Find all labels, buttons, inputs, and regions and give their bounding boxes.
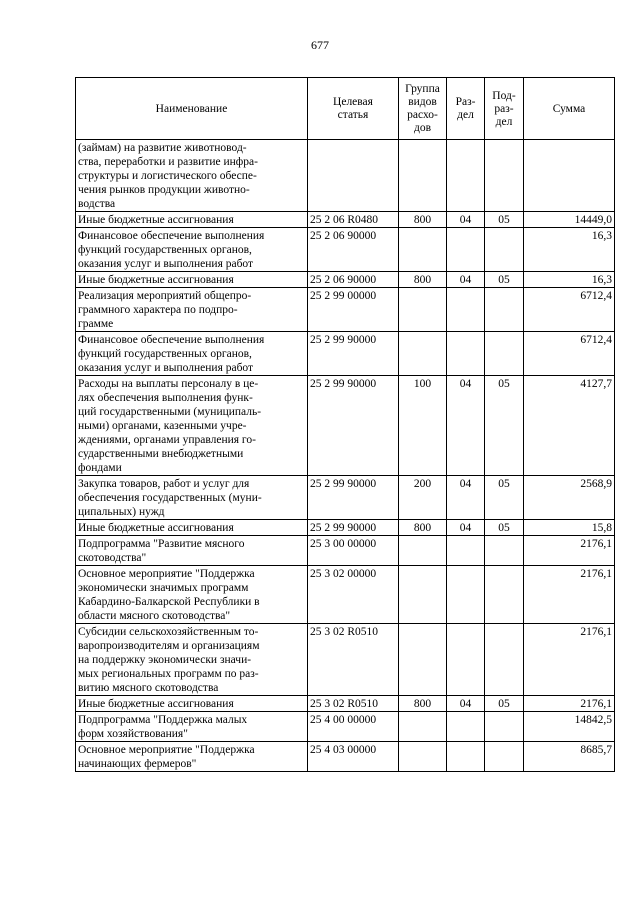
cell-group: 800 (399, 272, 447, 288)
cell-name: Подпрограмма "Развитие мясного скотоводства" (76, 536, 308, 566)
cell-target: 25 2 06 R0480 (308, 212, 399, 228)
cell-name: Иные бюджетные ассигнования (76, 696, 308, 712)
cell-section (447, 536, 485, 566)
cell-group: 100 (399, 376, 447, 476)
cell-section: 04 (447, 376, 485, 476)
cell-target: 25 3 02 00000 (308, 566, 399, 624)
cell-subsection: 05 (485, 520, 524, 536)
cell-section: 04 (447, 476, 485, 520)
cell-section (447, 332, 485, 376)
cell-group (399, 742, 447, 772)
cell-group (399, 536, 447, 566)
cell-subsection (485, 228, 524, 272)
header-name: Наименование (76, 78, 308, 140)
cell-subsection (485, 140, 524, 212)
cell-subsection (485, 712, 524, 742)
cell-target: 25 2 99 90000 (308, 476, 399, 520)
cell-subsection: 05 (485, 376, 524, 476)
cell-sum: 16,3 (524, 228, 615, 272)
cell-subsection (485, 332, 524, 376)
table-row (76, 228, 615, 272)
cell-name: Финансовое обеспечение выполнения функций государственных органов, оказания услуг и выполнения работ (76, 332, 308, 376)
cell-name: Иные бюджетные ассигнования (76, 520, 308, 536)
cell-name: Закупка товаров, работ и услуг для обеспечения государственных (муни- ципальных) нужд (76, 476, 308, 520)
cell-section: 04 (447, 212, 485, 228)
header-target: Целевая статья (308, 78, 399, 140)
cell-target: 25 2 99 90000 (308, 332, 399, 376)
cell-section (447, 228, 485, 272)
cell-target: 25 2 06 90000 (308, 272, 399, 288)
table-row (76, 624, 615, 696)
cell-sum: 16,3 (524, 272, 615, 288)
cell-sum: 15,8 (524, 520, 615, 536)
cell-section (447, 288, 485, 332)
cell-subsection: 05 (485, 212, 524, 228)
cell-name: Основное мероприятие "Поддержка экономически значимых программ Кабардино-Балкарской Республики в области мясного скотоводства" (76, 566, 308, 624)
cell-name: (займам) на развитие животновод- ства, переработки и развитие инфра- структуры и логистического обеспе- чения рынков продукции животно- водства (76, 140, 308, 212)
cell-target: 25 3 00 00000 (308, 536, 399, 566)
header-subsection: Под- раз- дел (485, 78, 524, 140)
page-number: 677 (311, 38, 329, 52)
cell-section (447, 624, 485, 696)
table-row (76, 212, 615, 228)
cell-sum: 2176,1 (524, 566, 615, 624)
table-row (76, 536, 615, 566)
header-group: Группа видов расхо- дов (399, 78, 447, 140)
cell-name: Субсидии сельскохозяйственным то- варопроизводителям и организациям на поддержку экономически значи- мых региональных программ по раз- витию мясного скотоводства (76, 624, 308, 696)
cell-sum: 14449,0 (524, 212, 615, 228)
table-row (76, 476, 615, 520)
cell-subsection (485, 288, 524, 332)
cell-group (399, 332, 447, 376)
cell-target: 25 2 06 90000 (308, 228, 399, 272)
cell-name: Реализация мероприятий общепро- граммного характера по подпро- грамме (76, 288, 308, 332)
table-row (76, 140, 615, 212)
cell-group (399, 288, 447, 332)
table-header-row (76, 78, 615, 140)
table-row (76, 712, 615, 742)
cell-group: 800 (399, 696, 447, 712)
cell-subsection (485, 566, 524, 624)
table-row (76, 566, 615, 624)
cell-subsection: 05 (485, 696, 524, 712)
table-row (76, 520, 615, 536)
cell-group (399, 228, 447, 272)
cell-group (399, 140, 447, 212)
table-row (76, 696, 615, 712)
header-section: Раз- дел (447, 78, 485, 140)
cell-name: Иные бюджетные ассигнования (76, 212, 308, 228)
cell-sum: 4127,7 (524, 376, 615, 476)
cell-subsection: 05 (485, 476, 524, 520)
cell-subsection (485, 742, 524, 772)
cell-subsection (485, 536, 524, 566)
cell-target: 25 2 99 00000 (308, 288, 399, 332)
cell-target: 25 4 00 00000 (308, 712, 399, 742)
cell-subsection (485, 624, 524, 696)
table-body (76, 140, 615, 772)
cell-name: Финансовое обеспечение выполнения функций государственных органов, оказания услуг и выполнения работ (76, 228, 308, 272)
cell-group: 200 (399, 476, 447, 520)
cell-name: Основное мероприятие "Поддержка начинающих фермеров" (76, 742, 308, 772)
cell-target: 25 4 03 00000 (308, 742, 399, 772)
cell-target: 25 3 02 R0510 (308, 696, 399, 712)
cell-sum: 8685,7 (524, 742, 615, 772)
cell-subsection: 05 (485, 272, 524, 288)
budget-table (75, 77, 615, 772)
cell-target: 25 2 99 90000 (308, 376, 399, 476)
cell-section (447, 140, 485, 212)
cell-group (399, 712, 447, 742)
cell-group (399, 624, 447, 696)
cell-sum: 6712,4 (524, 332, 615, 376)
cell-section: 04 (447, 696, 485, 712)
cell-sum: 6712,4 (524, 288, 615, 332)
cell-target: 25 3 02 R0510 (308, 624, 399, 696)
table-row (76, 376, 615, 476)
table-row (76, 742, 615, 772)
cell-section (447, 566, 485, 624)
cell-section (447, 742, 485, 772)
cell-name: Подпрограмма "Поддержка малых форм хозяйствования" (76, 712, 308, 742)
header-sum: Сумма (524, 78, 615, 140)
table-row (76, 288, 615, 332)
cell-group: 800 (399, 212, 447, 228)
cell-sum: 2176,1 (524, 536, 615, 566)
cell-group: 800 (399, 520, 447, 536)
cell-sum: 2568,9 (524, 476, 615, 520)
table-row (76, 332, 615, 376)
cell-section: 04 (447, 272, 485, 288)
cell-sum (524, 140, 615, 212)
cell-name: Расходы на выплаты персоналу в це- лях обеспечения выполнения функ- ций государственными (муниципаль- ными) органами, казенными учре- ждениями, органами управления го- сударственными внебюджетными фондами (76, 376, 308, 476)
cell-section: 04 (447, 520, 485, 536)
cell-section (447, 712, 485, 742)
cell-sum: 2176,1 (524, 696, 615, 712)
table-row (76, 272, 615, 288)
cell-sum: 2176,1 (524, 624, 615, 696)
cell-group (399, 566, 447, 624)
cell-target (308, 140, 399, 212)
cell-sum: 14842,5 (524, 712, 615, 742)
cell-target: 25 2 99 90000 (308, 520, 399, 536)
cell-name: Иные бюджетные ассигнования (76, 272, 308, 288)
